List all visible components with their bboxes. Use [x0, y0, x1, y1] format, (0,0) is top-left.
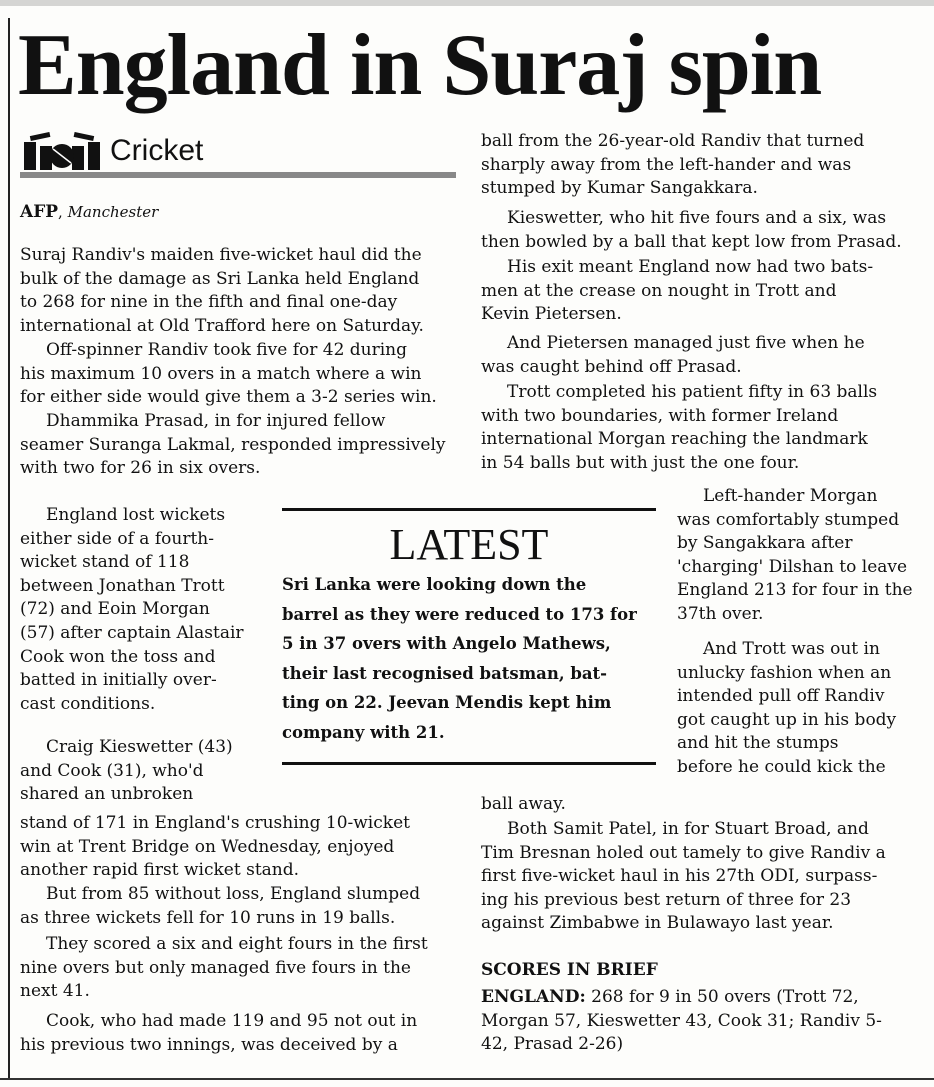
text-line: Tim Bresnan holed out tamely to give Randiv a: [481, 842, 886, 863]
text-line: their last recognised batsman, bat-: [282, 663, 608, 683]
text-line: for either side would give them a 3-2 series win.: [20, 387, 437, 408]
text-line: unlucky fashion when an: [677, 662, 892, 683]
text-line: stand of 171 in England's crushing 10-wicket: [20, 813, 410, 833]
text-line: Kieswetter, who hit five fours and a six, was: [507, 208, 887, 228]
text-line: another rapid first wicket stand.: [20, 860, 300, 881]
text-line: between Jonathan Trott: [20, 575, 225, 596]
section-rule: [20, 172, 456, 178]
text-line: barrel as they were reduced to 173 for: [282, 604, 637, 624]
text-line: either side of a fourth-: [20, 528, 214, 549]
text-line: sharply away from the left-hander and was: [481, 154, 852, 175]
latest-box: [282, 508, 656, 766]
text-line: got caught up in his body: [677, 709, 897, 730]
text-line: then bowled by a ball that kept low from Prasad.: [481, 231, 902, 252]
text-line: Suraj Randiv's maiden five-wicket haul did the: [20, 245, 422, 265]
text-line: bulk of the damage as Sri Lanka held England: [20, 268, 420, 289]
text-line: in 54 balls but with just the one four.: [481, 452, 800, 473]
text-line: 37th over.: [677, 603, 764, 624]
text-line: 'charging' Dilshan to leave: [677, 556, 908, 577]
text-line: seamer Suranga Lakmal, responded impressively: [20, 434, 446, 455]
text-line: his maximum 10 overs in a match where a win: [20, 363, 422, 384]
text-line: and hit the stumps: [677, 733, 839, 754]
text-line: stumped by Kumar Sangakkara.: [481, 178, 758, 199]
byline-source: AFP: [20, 202, 59, 222]
text-line: ball from the 26-year-old Randiv that turned: [481, 131, 865, 151]
text-line: 5 in 37 overs with Angelo Mathews,: [282, 634, 611, 654]
paragraph: [20, 504, 260, 716]
paragraph: [20, 1010, 456, 1057]
text-line: And Pietersen managed just five when he: [507, 333, 865, 353]
text-line: They scored a six and eight fours in the first: [46, 934, 428, 954]
text-line: Dhammika Prasad, in for injured fellow: [46, 411, 386, 431]
paragraph: [481, 130, 917, 201]
paragraph: [481, 207, 917, 254]
text-line: before he could kick the: [677, 756, 886, 777]
latest-text: [282, 570, 656, 748]
text-line: intended pull off Randiv: [677, 686, 885, 707]
text-line: 42, Prasad 2-26): [481, 1034, 624, 1055]
text-line: win at Trent Bridge on Wednesday, enjoyed: [20, 836, 395, 857]
byline-separator: ,: [58, 203, 63, 221]
text-line: His exit meant England now had two bats-: [507, 257, 874, 277]
text-line: ball away.: [481, 794, 566, 814]
paragraph: [481, 793, 917, 817]
text-line: against Zimbabwe in Bulawayo last year.: [481, 913, 834, 934]
text-line: nine overs but only managed five fours in the: [20, 957, 411, 978]
text-line: next 41.: [20, 981, 90, 1002]
scores-heading: SCORES IN BRIEF: [481, 960, 658, 980]
text-line: 268 for 9 in 50 overs (Trott 72,: [585, 987, 859, 1007]
text-line: And Trott was out in: [703, 639, 880, 659]
cricket-bats-ball-icon: [20, 132, 104, 172]
text-line: first five-wicket haul in his 27th ODI, surpass-: [481, 866, 878, 887]
text-line: batted in initially over-: [20, 670, 217, 691]
paragraph: [20, 736, 260, 807]
paragraph: [677, 485, 917, 627]
text-line: Cook won the toss and: [20, 646, 216, 667]
paragraph: [677, 638, 917, 780]
paragraph: [20, 933, 456, 1004]
paragraph: [20, 244, 456, 338]
text-line: cast conditions.: [20, 693, 156, 714]
byline-location: Manchester: [67, 203, 159, 221]
text-line: was caught behind off Prasad.: [481, 356, 742, 377]
text-line: Craig Kieswetter (43): [46, 737, 233, 757]
text-line: to 268 for nine in the fifth and final one-day: [20, 292, 398, 313]
paragraph: [20, 883, 456, 930]
byline: [20, 202, 158, 222]
text-line: men at the crease on nought in Trott and: [481, 280, 837, 301]
text-line: Sri Lanka were looking down the: [282, 575, 587, 594]
text-line: international Morgan reaching the landmark: [481, 429, 868, 450]
text-line: company with 21.: [282, 722, 445, 742]
text-line: by Sangakkara after: [677, 533, 853, 554]
text-line: Both Samit Patel, in for Stuart Broad, and: [507, 819, 869, 839]
paragraph: [481, 818, 917, 936]
latest-title: LATEST: [389, 520, 549, 569]
section-label: Cricket: [110, 134, 204, 167]
scores-body: [481, 986, 917, 1057]
column-rule: [8, 18, 10, 1078]
headline: England in Suraj spin: [18, 17, 822, 114]
text-line: Morgan 57, Kieswetter 43, Cook 31; Randiv 5-: [481, 1010, 882, 1031]
text-line: was comfortably stumped: [677, 509, 900, 530]
text-line: (72) and Eoin Morgan: [20, 599, 210, 620]
text-line: Kevin Pietersen.: [481, 304, 622, 325]
text-line: shared an unbroken: [20, 784, 194, 805]
text-line: ing his previous best return of three for 23: [481, 889, 852, 910]
latest-top-rule: [282, 508, 656, 511]
paragraph: [481, 332, 917, 379]
text-line: international at Old Trafford here on Saturday.: [20, 315, 424, 336]
text-line: (57) after captain Alastair: [20, 622, 244, 643]
latest-bottom-rule: [282, 762, 656, 765]
text-line: Left-hander Morgan: [703, 486, 878, 506]
text-line: wicket stand of 118: [20, 552, 190, 573]
text-line: England 213 for four in the: [677, 580, 913, 601]
paragraph: [20, 339, 456, 410]
text-line: with two for 26 in six overs.: [20, 458, 261, 479]
text-line: ting on 22. Jeevan Mendis kept him: [282, 693, 612, 713]
paragraph: [20, 812, 456, 883]
paragraph: [481, 256, 917, 327]
text-line: his previous two innings, was deceived by a: [20, 1034, 398, 1055]
text-line: Off-spinner Randiv took five for 42 during: [46, 340, 408, 360]
text-line: and Cook (31), who'd: [20, 760, 204, 781]
paragraph: [481, 381, 917, 475]
text-line: as three wickets fell for 10 runs in 19 balls.: [20, 907, 396, 928]
section-header: [20, 126, 456, 178]
text-line: with two boundaries, with former Ireland: [481, 405, 839, 426]
text-line: Trott completed his patient fifty in 63 balls: [507, 382, 878, 402]
text-line: But from 85 without loss, England slumped: [46, 884, 421, 904]
text-line: Cook, who had made 119 and 95 not out in: [46, 1011, 418, 1031]
bottom-rule: [0, 1078, 934, 1080]
paragraph: [20, 410, 456, 481]
scores-team: ENGLAND:: [481, 987, 586, 1007]
top-strip: [0, 0, 934, 6]
text-line: England lost wickets: [46, 505, 226, 525]
